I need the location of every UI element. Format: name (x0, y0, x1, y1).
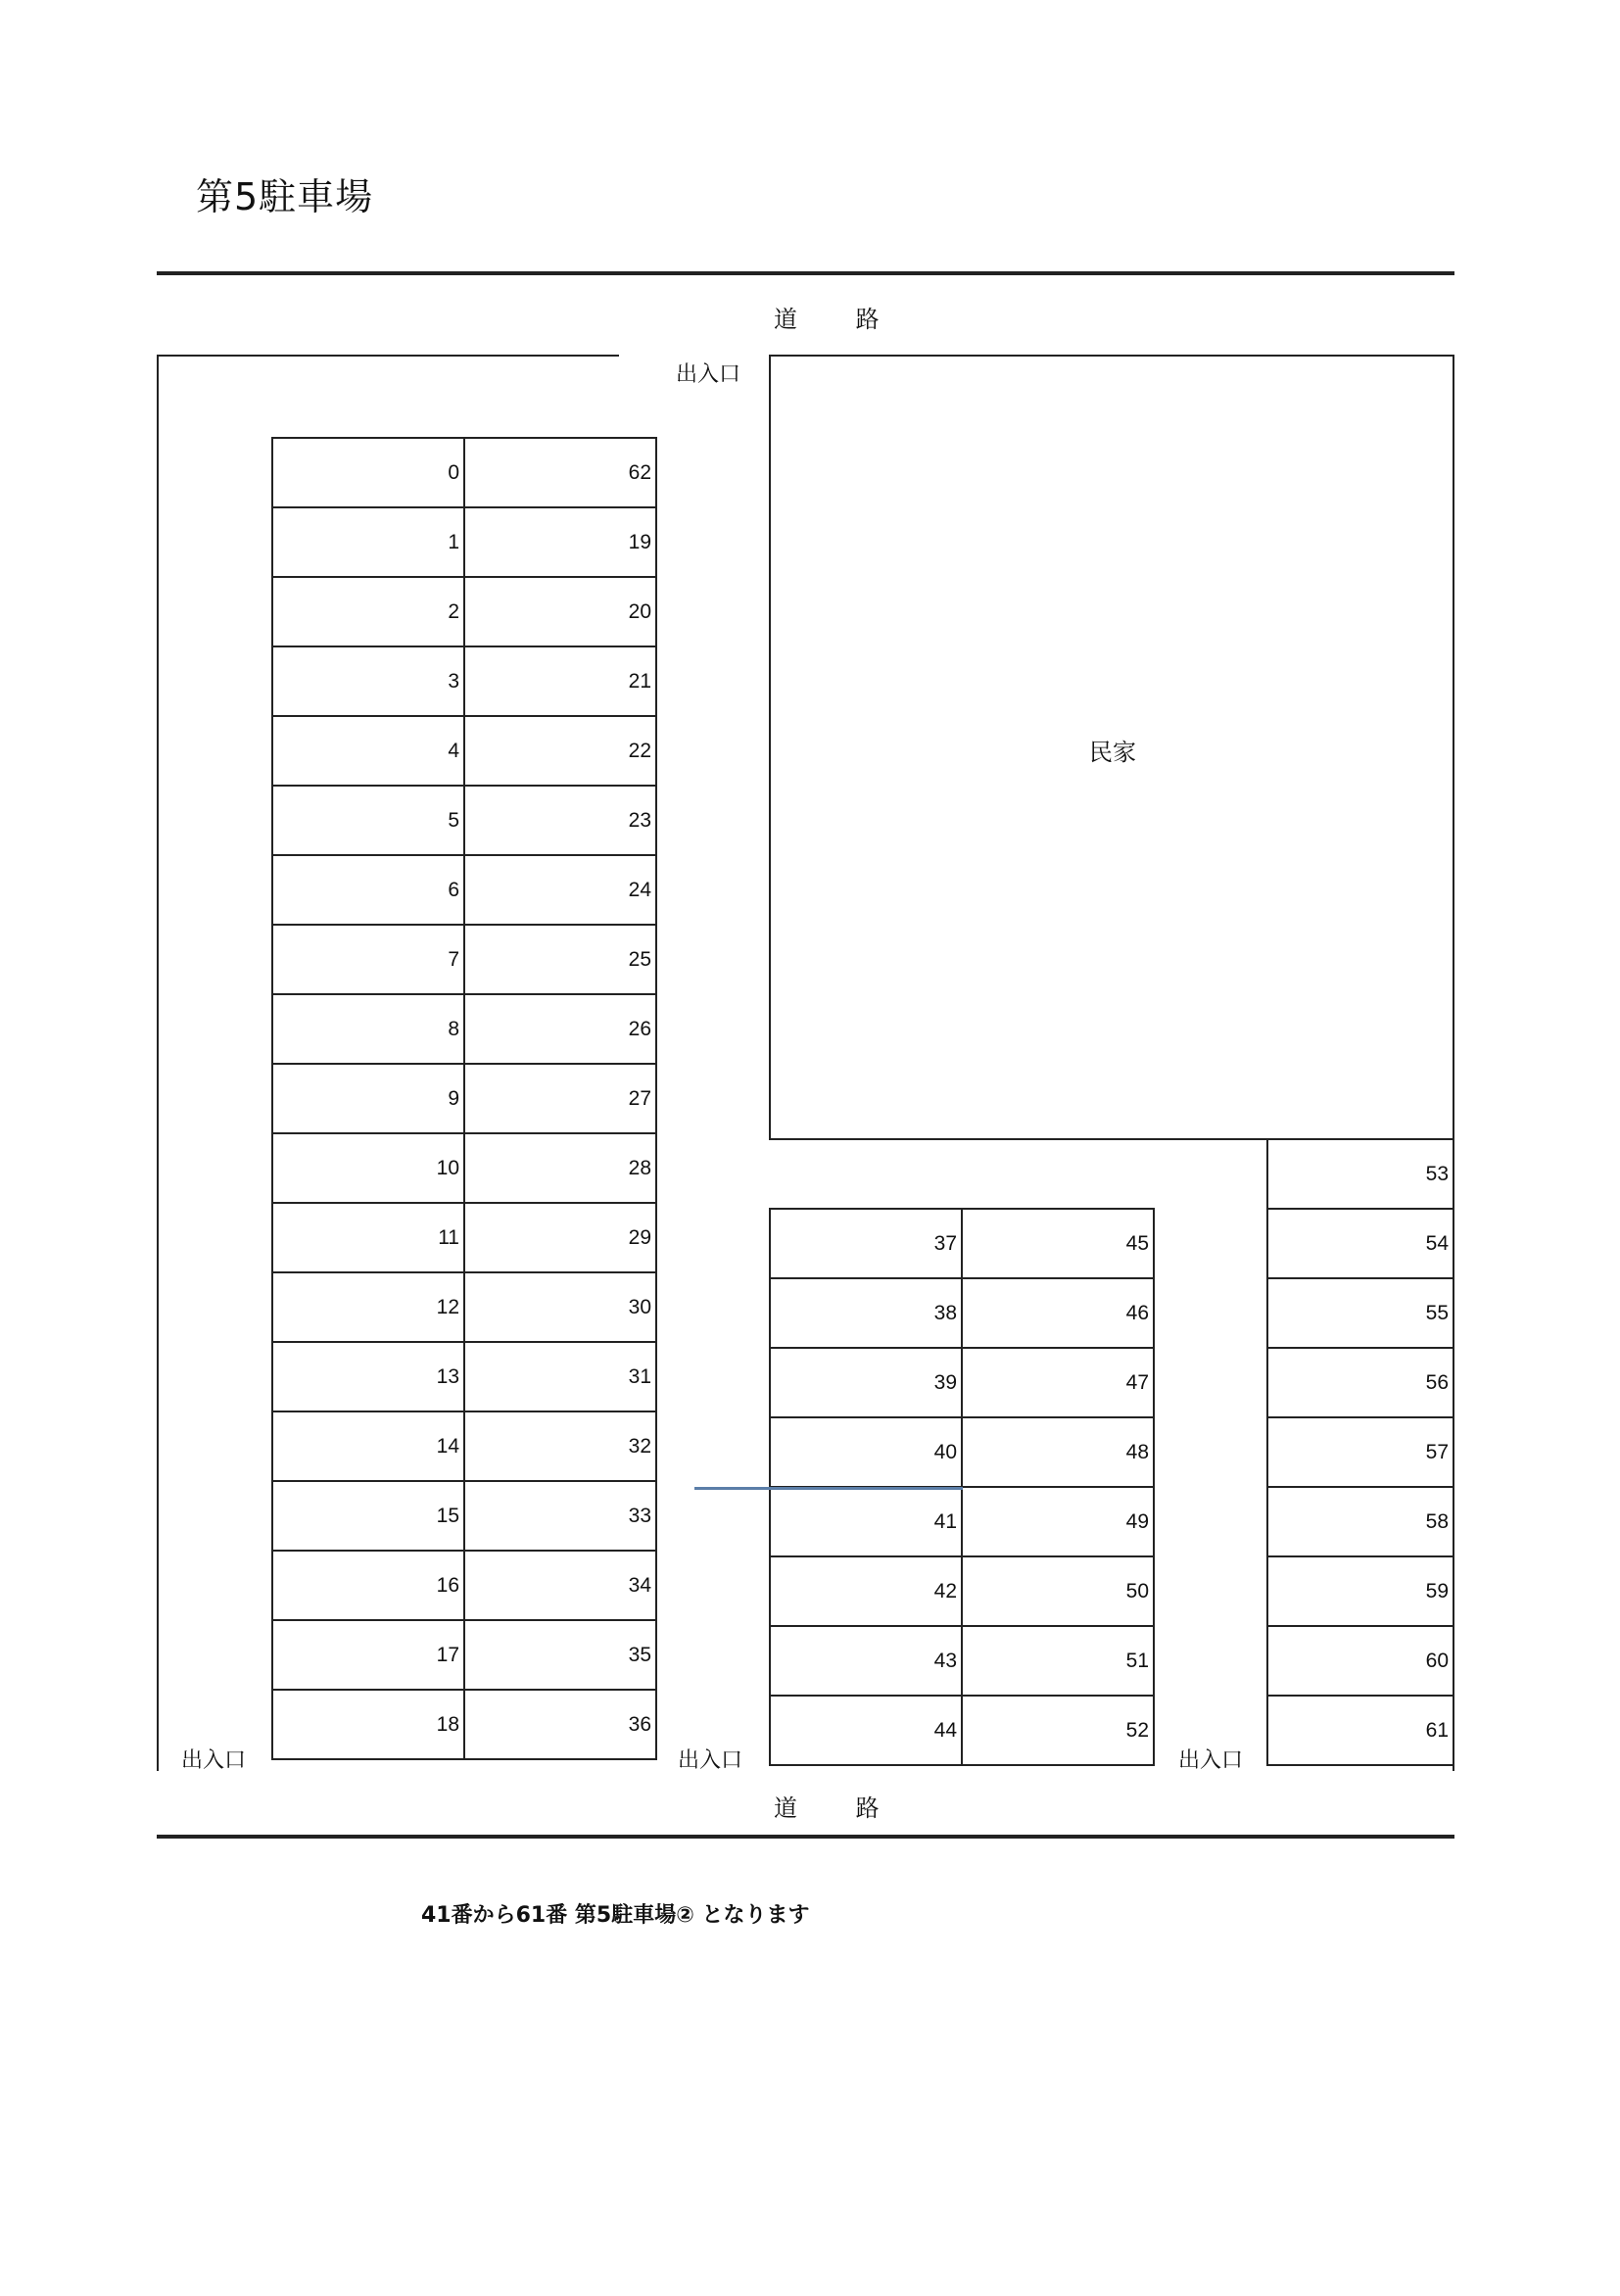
table-row (1267, 1348, 1453, 1417)
footer-note: 41番から61番 第5駐車場② となります (421, 1903, 810, 1928)
parking-space: 47 (962, 1348, 1154, 1417)
parking-space: 58 (1267, 1487, 1453, 1556)
page-title: 第5駐車場 (196, 175, 374, 218)
parking-space: 61 (1267, 1696, 1453, 1765)
parking-space: 15 (272, 1481, 464, 1551)
parking-space: 24 (464, 855, 656, 925)
entrance-bottom-left: 出入口 (181, 1748, 247, 1773)
parking-space: 30 (464, 1272, 656, 1342)
parking-space: 48 (962, 1417, 1154, 1487)
parking-space: 32 (464, 1411, 656, 1481)
table-row (770, 1417, 1154, 1487)
parking-space: 20 (464, 577, 656, 646)
parking-space: 16 (272, 1551, 464, 1620)
parking-space: 11 (272, 1203, 464, 1272)
lot-left-edge (157, 355, 159, 1771)
parking-space: 10 (272, 1133, 464, 1203)
parking-space: 57 (1267, 1417, 1453, 1487)
parking-space: 17 (272, 1620, 464, 1690)
parking-space: 42 (770, 1556, 962, 1626)
table-row (1267, 1626, 1453, 1696)
table-row (272, 1133, 656, 1203)
house-label: 民家 (1089, 739, 1136, 766)
table-row (272, 1064, 656, 1133)
entrance-bottom-right: 出入口 (1178, 1748, 1244, 1773)
table-row (770, 1348, 1154, 1417)
entrance-bottom-middle: 出入口 (678, 1748, 743, 1773)
section-divider-mark (694, 1487, 963, 1490)
parking-space: 5 (272, 786, 464, 855)
table-row (1267, 1139, 1453, 1209)
parking-space: 35 (464, 1620, 656, 1690)
entrance-top: 出入口 (676, 362, 741, 387)
parking-space: 13 (272, 1342, 464, 1411)
parking-space: 33 (464, 1481, 656, 1551)
table-row (272, 716, 656, 786)
parking-space: 19 (464, 507, 656, 577)
table-row (272, 1551, 656, 1620)
parking-space: 49 (962, 1487, 1154, 1556)
table-row (272, 1203, 656, 1272)
parking-space: 14 (272, 1411, 464, 1481)
parking-block-c (1266, 1138, 1454, 1766)
parking-space: 37 (770, 1209, 962, 1278)
table-row (1267, 1278, 1453, 1348)
parking-space: 52 (962, 1696, 1154, 1765)
parking-space: 43 (770, 1626, 962, 1696)
parking-space: 40 (770, 1417, 962, 1487)
parking-space: 44 (770, 1696, 962, 1765)
parking-space: 1 (272, 507, 464, 577)
table-row (272, 786, 656, 855)
parking-space: 45 (962, 1209, 1154, 1278)
parking-space: 23 (464, 786, 656, 855)
parking-space: 60 (1267, 1626, 1453, 1696)
parking-space: 38 (770, 1278, 962, 1348)
table-row (272, 577, 656, 646)
parking-space: 59 (1267, 1556, 1453, 1626)
table-row (1267, 1487, 1453, 1556)
parking-space: 4 (272, 716, 464, 786)
table-row (770, 1696, 1154, 1765)
parking-space: 28 (464, 1133, 656, 1203)
parking-space: 0 (272, 438, 464, 507)
parking-space: 22 (464, 716, 656, 786)
parking-space: 21 (464, 646, 656, 716)
table-row (272, 1620, 656, 1690)
parking-space: 18 (272, 1690, 464, 1759)
parking-space: 12 (272, 1272, 464, 1342)
parking-space: 27 (464, 1064, 656, 1133)
table-row (1267, 1209, 1453, 1278)
parking-space: 31 (464, 1342, 656, 1411)
table-row (272, 507, 656, 577)
table-row (272, 925, 656, 994)
parking-space: 54 (1267, 1209, 1453, 1278)
table-row (1267, 1417, 1453, 1487)
table-row (272, 1481, 656, 1551)
table-row (272, 646, 656, 716)
table-row (272, 1690, 656, 1759)
table-row (1267, 1556, 1453, 1626)
parking-space: 39 (770, 1348, 962, 1417)
table-row (272, 438, 656, 507)
parking-space: 3 (272, 646, 464, 716)
parking-space: 6 (272, 855, 464, 925)
parking-space: 29 (464, 1203, 656, 1272)
lot-top-edge-left (157, 355, 619, 357)
parking-block-a (271, 437, 657, 1760)
road-label-top: 道 路 (774, 306, 905, 333)
road-label-bottom: 道 路 (774, 1794, 905, 1822)
top-road-line (157, 271, 1454, 275)
parking-space: 8 (272, 994, 464, 1064)
parking-space: 55 (1267, 1278, 1453, 1348)
table-row (272, 1411, 656, 1481)
parking-space: 62 (464, 438, 656, 507)
parking-space: 41 (770, 1487, 962, 1556)
table-row (272, 1272, 656, 1342)
table-row (770, 1556, 1154, 1626)
parking-space: 34 (464, 1551, 656, 1620)
parking-space: 26 (464, 994, 656, 1064)
parking-space: 46 (962, 1278, 1154, 1348)
table-row (770, 1487, 1154, 1556)
parking-space: 50 (962, 1556, 1154, 1626)
bottom-road-line (157, 1835, 1454, 1839)
parking-space: 2 (272, 577, 464, 646)
table-row (1267, 1696, 1453, 1765)
parking-space: 36 (464, 1690, 656, 1759)
table-row (272, 855, 656, 925)
table-row (272, 1342, 656, 1411)
table-row (770, 1626, 1154, 1696)
table-row (770, 1278, 1154, 1348)
parking-space: 53 (1267, 1139, 1453, 1209)
table-row (770, 1209, 1154, 1278)
parking-space: 9 (272, 1064, 464, 1133)
parking-space: 7 (272, 925, 464, 994)
parking-space: 51 (962, 1626, 1154, 1696)
parking-space: 56 (1267, 1348, 1453, 1417)
parking-space: 25 (464, 925, 656, 994)
table-row (272, 994, 656, 1064)
